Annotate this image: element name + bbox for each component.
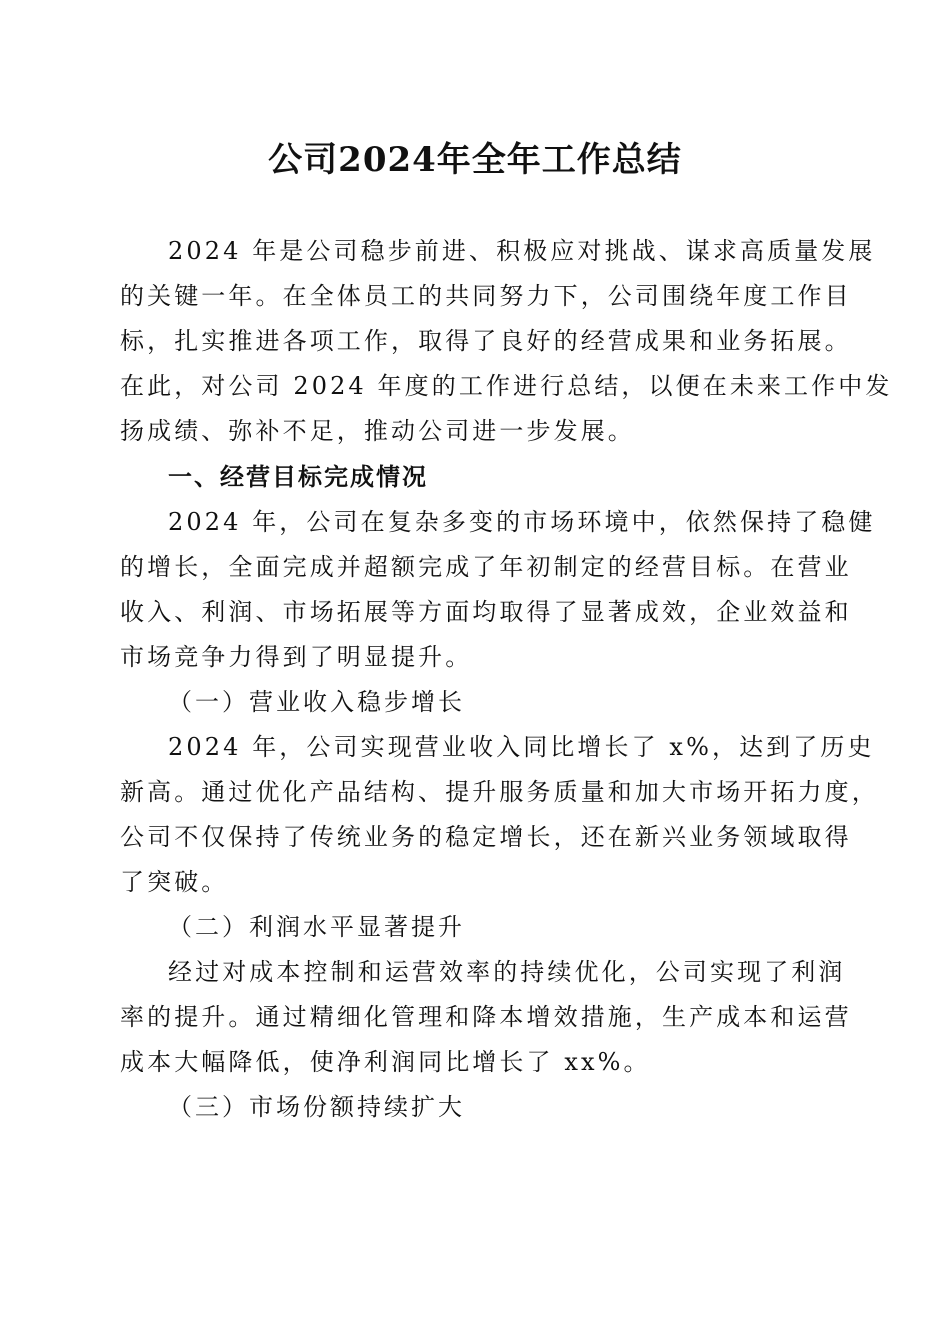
paragraph-line: 了突破。 xyxy=(120,868,229,896)
paragraph-line: 收入、利润、市场拓展等方面均取得了显著成效，企业效益和 xyxy=(120,598,852,626)
paragraph-line: 率的提升。通过精细化管理和降本增效措施，生产成本和运营 xyxy=(120,1003,852,1031)
intro-line: 2024 年是公司稳步前进、积极应对挑战、谋求高质量发展 xyxy=(168,237,876,265)
paragraph-line: 2024 年，公司实现营业收入同比增长了 x%，达到了历史 xyxy=(168,733,875,761)
section-heading: 一、经营目标完成情况 xyxy=(168,463,428,491)
paragraph-line: 新高。通过优化产品结构、提升服务质量和加大市场开拓力度， xyxy=(120,778,879,806)
paragraph-line: 的增长，全面完成并超额完成了年初制定的经营目标。在营业 xyxy=(120,553,852,581)
paragraph-line: 经过对成本控制和运营效率的持续优化，公司实现了利润 xyxy=(168,958,846,986)
subsection-heading: （二）利润水平显著提升 xyxy=(168,913,465,941)
intro-line: 在此，对公司 2024 年度的工作进行总结，以便在未来工作中发 xyxy=(120,372,893,400)
subsection-heading: （三）市场份额持续扩大 xyxy=(168,1093,465,1121)
intro-line: 扬成绩、弥补不足，推动公司进一步发展。 xyxy=(120,417,635,445)
paragraph-line: 2024 年，公司在复杂多变的市场环境中，依然保持了稳健 xyxy=(168,508,876,536)
paragraph-line: 市场竞争力得到了明显提升。 xyxy=(120,643,473,671)
subsection-heading: （一）营业收入稳步增长 xyxy=(168,688,465,716)
intro-line: 标，扎实推进各项工作，取得了良好的经营成果和业务拓展。 xyxy=(120,327,852,355)
paragraph-line: 公司不仅保持了传统业务的稳定增长，还在新兴业务领域取得 xyxy=(120,823,852,851)
paragraph-line: 成本大幅降低，使净利润同比增长了 xx%。 xyxy=(120,1048,651,1076)
document-title: 公司2024年全年工作总结 xyxy=(268,140,682,180)
intro-line: 的关键一年。在全体员工的共同努力下，公司围绕年度工作目 xyxy=(120,282,852,310)
